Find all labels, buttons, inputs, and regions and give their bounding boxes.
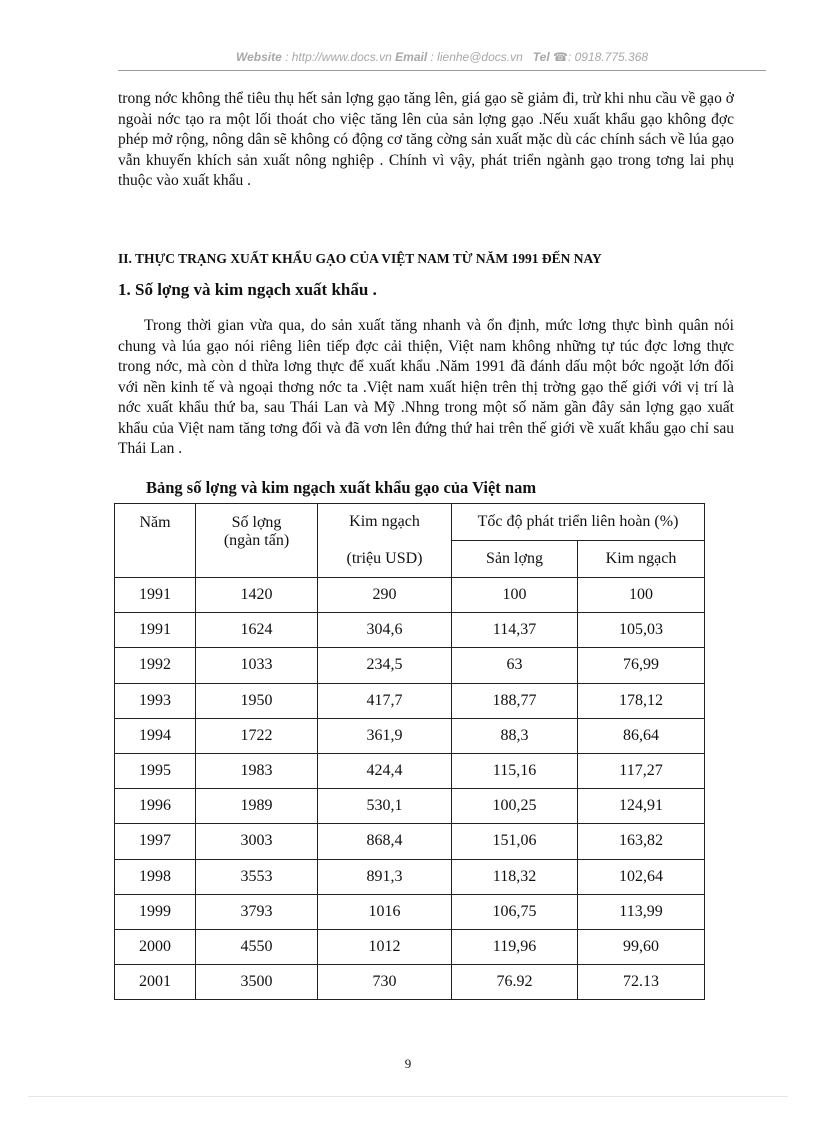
website-label: Website: [235, 50, 282, 64]
table-row: 1992 1033 234,5 63 76,99: [115, 648, 705, 683]
header-growth-quantity: Sản lợng: [452, 541, 578, 578]
table-row: 2001 3500 730 76.92 72.13: [115, 965, 705, 1000]
body-paragraph-2: Trong thời gian vừa qua, do sản xuất tăng nhanh và ổn định, mức lơng thực bình quân nói chung và lúa gạo nói riêng liên tiếp đợc cải thiện, Việt nam không những tự túc đợc lơng thực trong nớc, mà còn d thừa lơng thực để xuất khẩu .Năm 1991 đã đánh dấu một bớc ngoặt lớn đối với nền kinh tế và ngoại thơng nớc ta .Việt nam xuất hiện trên thị trờng gạo thế giới với vị trí là nớc xuất khẩu thứ ba, sau Thái Lan và Mỹ .Nhng trong một số năm gần đây sản lợng gạo xuất khẩu của Việt nam tăng tơng đối và đã vơn lên đứng thứ hai trên thế giới về xuất khẩu gạo chỉ sau Thái Lan .: [118, 317, 734, 457]
header-growth: Tốc độ phát triển liên hoàn (%): [452, 504, 705, 541]
table-row: 1993 1950 417,7 188,77 178,12: [115, 683, 705, 718]
table-row: 1994 1722 361,9 88,3 86,64: [115, 718, 705, 753]
header-year: Năm: [115, 504, 196, 578]
table-row: 1991 1420 290 100 100: [115, 578, 705, 613]
table-row: 1996 1989 530,1 100,25 124,91: [115, 789, 705, 824]
header-divider: [118, 70, 766, 71]
rice-export-table: [114, 503, 705, 1000]
table-caption: Bảng số lợng và kim ngạch xuất khẩu gạo của Việt nam: [146, 478, 537, 497]
header-quantity: Số lợng (ngàn tấn): [196, 504, 318, 578]
section-title: II. THỰC TRẠNG XUẤT KHẨU GẠO CỦA VIỆT NAM TỪ NĂM 1991 ĐẾN NAY: [118, 251, 602, 266]
email-label: Email: [395, 50, 428, 64]
table-row: 2000 4550 1012 119,96 99,60: [115, 929, 705, 964]
table-row: 1995 1983 424,4 115,16 117,27: [115, 753, 705, 788]
table-row: 1998 3553 891,3 118,32 102,64: [115, 859, 705, 894]
table-row: 1999 3793 1016 106,75 113,99: [115, 894, 705, 929]
tel-value: ☎: 0918.775.368: [553, 50, 649, 64]
subsection-title: 1. Số lợng và kim ngạch xuất khẩu .: [118, 280, 377, 299]
table-row: 1991 1624 304,6 114,37 105,03: [115, 613, 705, 648]
page-header: [118, 50, 766, 68]
website-value[interactable]: : http://www.docs.vn: [285, 50, 392, 64]
footer-divider: [28, 1096, 788, 1097]
email-value[interactable]: : lienhe@docs.vn: [430, 50, 523, 64]
tel-label: Tel: [532, 50, 550, 64]
page-number: 9: [404, 1056, 412, 1071]
header-value: Kim ngạch: [318, 504, 452, 541]
table-row: 1997 3003 868,4 151,06 163,82: [115, 824, 705, 859]
header-growth-value: Kim ngạch: [578, 541, 705, 578]
body-paragraph-1: trong nớc không thể tiêu thụ hết sản lợng gạo tăng lên, giá gạo sẽ giảm đi, trừ khi nhu cầu về gạo ở ngoài nớc tạo ra một lối thoát cho việc tăng lên của sản lợng gạo .Nếu xuất khẩu gạo không đợc phép mở rộng, nông dân sẽ không có động cơ tăng cờng sản xuất mặc dù các chính sách về lúa gạo vẫn khuyến khích sản xuất nông nghiệp . Chính vì vậy, phát triển ngành gạo trong tơng lai phụ thuộc vào xuất khẩu .: [118, 90, 734, 189]
header-value-unit: (triệu USD): [318, 541, 452, 578]
